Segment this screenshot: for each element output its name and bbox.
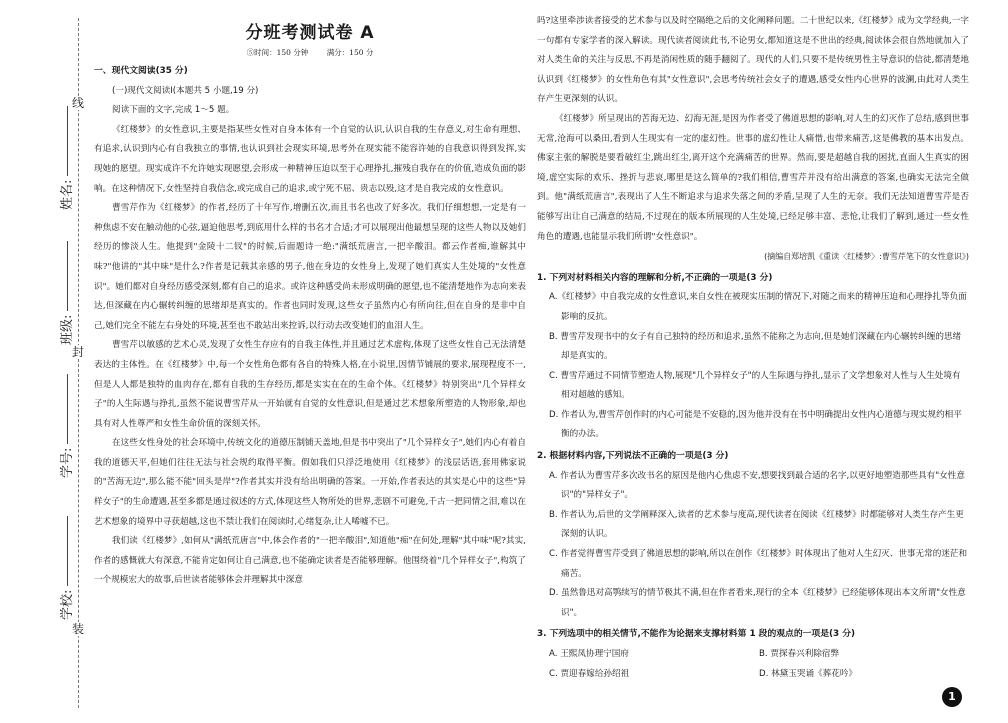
page-title: 分班考测试卷 A bbox=[245, 23, 375, 43]
binding-strip bbox=[0, 0, 92, 723]
question-1-option-d[interactable]: D. 作者认为,曹雪芹创作时的内心可能是不安稳的,因为他并没有在书中明确提出女性内心道德与现实规约相平衡的办法。 bbox=[549, 409, 962, 440]
instruction: 阅读下面的文字,完成 1～5 题。 bbox=[112, 105, 235, 116]
question-2-option-a[interactable]: A. 作者认为曹雪芹多次改书名的原因是他内心焦虑不安,想要找到最合适的名字,以更好地塑造那些具有"女性意识"的"异样女子"。 bbox=[549, 470, 965, 501]
question-3-option-d[interactable]: D. 林黛玉哭诵《葬花吟》 bbox=[759, 668, 858, 679]
passage-source: (摘编自郑培凯《重读〈红楼梦〉:曹雪芹笔下的女性意识》) bbox=[764, 252, 969, 262]
binding-dashed-line bbox=[78, 18, 79, 708]
section-heading: 一、现代文阅读(35 分) bbox=[94, 66, 188, 76]
question-3-option-b[interactable]: B. 贾探春兴利除宿弊 bbox=[759, 649, 840, 659]
question-1-option-b[interactable]: B. 曹雪芹发现书中的女子有自己独特的经历和追求,虽然不能称之为志向,但是她们深藏在内心辗转纠缠的思绪却是真实的。 bbox=[549, 331, 962, 362]
question-2-stem: 2. 根据材料内容,下列说法不正确的一项是(3 分) bbox=[537, 451, 729, 462]
passage-paragraph: 曹雪芹以敏感的艺术心灵,发现了女性生存应有的自我主体性,并且通过艺术虚构,体现了这些女性自己无法清楚表达的主体性。在《红楼梦》中,每一个女性角色都有各自的特殊人格,在小说里,因情节铺展的要求,展现程度不一,但是人人都是独特的血肉存在,都有自我的生存经历,都是实实在在的生命个体。《红楼梦》特别突出"几个异样女子"的人生际遇与挣扎,虽然不能说曹雪芹从一开始就有自觉的女性意识,但是通过艺术想象所塑造的人物形象,却也具有对人性尊严和女性生命价值的深刻关怀。 bbox=[94, 340, 526, 429]
left-column bbox=[94, 12, 526, 591]
question-3-option-a[interactable]: A. 王熙凤协理宁国府 bbox=[549, 649, 629, 659]
question-2-option-b[interactable]: B. 作者认为,后世的文学阐释深入,读者的艺术参与度高,现代读者在阅读《红楼梦》时都能够对人类生存产生更深刻的认识。 bbox=[549, 509, 964, 540]
class-label: 班级: bbox=[60, 314, 75, 345]
class-field[interactable] bbox=[56, 241, 75, 345]
question-3-options-row bbox=[549, 665, 969, 685]
subsection-heading: (一)现代文阅读Ⅰ(本题共 5 小题,19 分) bbox=[112, 85, 259, 96]
question-1-stem: 1. 下列对材料相关内容的理解和分析,不正确的一项是(3 分) bbox=[537, 272, 773, 283]
question-3-option-c[interactable]: C. 贾迎春嫁给孙绍祖 bbox=[549, 668, 630, 679]
passage-paragraph: 我们读《红楼梦》,如何从"满纸荒唐言"中,体会作者的"一把辛酸泪",知道他"痴"在何处,理解"其中味"呢?其实,作者的感慨就大有深意,不能肯定如何让自己满意,也不能确定读者是否能够理解。他围绕着"几个异样女子",构筑了一个规模宏大的故事,后世读者能够体会并理解其中深意 bbox=[94, 536, 526, 586]
binding-mark-bind: 装 bbox=[71, 622, 84, 636]
question-3-stem: 3. 下列选项中的相关情节,不能作为论据来支撑材料第 1 段的观点的一项是(3 分) bbox=[537, 629, 856, 640]
binding-mark-seal: 封 bbox=[71, 345, 84, 359]
student-id-field[interactable] bbox=[56, 374, 75, 478]
passage-paragraph: 《红楼梦》的女性意识,主要是指某些女性对自身本体有一个自觉的认识,认识自我的生存意义,对生命有理想、有追求,认识到内心有自我独立的事情,也认识到社会现实环境,思考外在现实能不能容许她的自我意识得到发挥,实现她的愿望。现实成许不允许她实现愿望,会形成一种精神压迫以至于心理挣扎,摧残自我存在的价值,造成负面的影响。在这种情况下,女性坚持自我信念,或完成自己的追求,或宁死不屈、贵志以殁,这才是自我完成的女性意识。 bbox=[94, 124, 526, 194]
student-id-label: 学号: bbox=[60, 447, 75, 478]
passage-paragraph: 《红楼梦》所呈现出的苦海无边、幻海无涯,是因为作者受了佛道思想的影响,对人生的幻灭作了总结,感到世事无常,沧海可以桑田,看到人生现实有一定的虚幻性。世事的虚幻性让人痛惜,也带来痛苦,这是佛教的基本出发点。佛家主张的解脱是要看破红尘,跳出红尘,离开这个充满痛苦的世界。然而,要是超越自我的困扰,直面人生真实的困境,虚空实际的欢乐、挫折与悲哀,哪里是这么简单的?我们相信,曹雪芹并没有给出满意的答案,也确实无法完全做到。他"满纸荒唐言",表现出了人生不断追求与追求失落之间的矛盾,呈现了人生的无奈。我们无法知道曹雪芹是否能够写出让自己满意的结局,不过现在的版本所展现的人生处境,已经足够丰富、悲怆,让我们了解到,通过一些女性角色的遭遇,也能显示我们所谓"女性意识"。 bbox=[537, 113, 969, 242]
exam-time: ⑤时间：150 分钟 bbox=[246, 48, 309, 57]
question-2-option-c[interactable]: C. 作者觉得曹雪芹受到了佛道思想的影响,所以在创作《红楼梦》时体现出了他对人生幻灭、世事无常的迷茫和痛苦。 bbox=[549, 549, 968, 579]
binding-mark-line: 线 bbox=[71, 96, 84, 110]
passage-paragraph: 在这些女性身处的社会环境中,传统文化的道德压制铺天盖地,但是书中突出了"几个异样女子",她们内心有着自我的道德天平,但她们往往无法与社会规约取得平衡。假如我们只浮泛地使用《红楼梦》的浅层话语,套用佛家说的"苦海无边",那么能不能"回头是岸"?作者其实并没有给出明确的答案。一开始,作者表达的其实是心中的这些"异样女子"的生命遭遇,甚至多都是通过叙述的方式,体现这些人物所处的世界,悲剧不可避免,千古一把同情之泪,难以在艺术想象的境界中寻获超越,这也不禁让我们在阅读时,心绪复杂,让人唏嘘不已。 bbox=[94, 438, 526, 527]
passage-paragraph: 吗?这里牵涉读者接受的艺术参与以及时空隔绝之后的文化阐释问题。二十世纪以来,《红楼梦》成为文学经典,一字一句都有专家学者的深入解读。现代读者阅读此书,不论男女,都知道这是不世出的经典,阅读体会很自然地就加入了对人类生命的关注与反思,不再是消闲性质的随手翻阅了。现代的人们,只要不是传统男性主导意识的信徒,都清楚地认识到《红楼梦》的女性角色有其"女性意识",会思考传统社会女子的遭遇,感受女性内心世界的波澜,由此对人类生存产生更深刻的认识。 bbox=[537, 16, 969, 105]
page-number-badge: 1 bbox=[942, 687, 962, 707]
question-1-option-a[interactable]: A.《红楼梦》中自我完成的女性意识,来自女性在被现实压制的情况下,对随之而来的精神压迫和心理挣扎等负面影响的反抗。 bbox=[549, 292, 967, 322]
question-2-option-d[interactable]: D. 虽然鲁迅对高鹗续写的情节极其不满,但在作者看来,现行的全本《红楼梦》已经能够体现出本文所谓"女性意识"。 bbox=[549, 588, 966, 618]
name-label: 姓名: bbox=[60, 179, 75, 210]
question-1-option-c[interactable]: C. 曹雪芹通过不同情节塑造人物,展现"几个异样女子"的人生际遇与挣扎,显示了文学想象对人性与人生处境有相对超越的感知。 bbox=[549, 370, 961, 401]
exam-meta bbox=[94, 46, 526, 60]
right-column bbox=[537, 12, 969, 684]
passage-paragraph: 曹雪芹作为《红楼梦》的作者,经历了十年写作,增删五次,而且书名也改了好多次。我们仔细想想,一定是有一种焦虑不安在触动他的心弦,逼迫他思考,到底用什么样的书名才合适;才可以展现出他最想呈现的这些人物以及她们经历的惨淡人生。他提到"金陵十二钗"的时候,后面题诗一绝:"满纸荒唐言,一把辛酸泪。都云作者痴,谁解其中味?"他讲的"其中味"是什么?作者是记载其亲感的男子,他在身边的女性身上,发现了她们真实人生处境的"女性意识"。她们都对自身经历感受深刻,都有自己的追求。或许这种感受尚未形成明确的愿望,也不能清楚地作为志向来表达,但深藏在内心辗转纠缠的思绪却是真实的。作者也同时发现,这些女子虽然内心有所向往,但在自身的是非中自己,她们完全不能左右身处的环境,甚至也不敢站出来控诉,以行动去改变她们的血泪人生。 bbox=[94, 203, 526, 331]
name-field[interactable] bbox=[56, 106, 75, 210]
exam-score: 满分：150 分 bbox=[326, 48, 374, 57]
question-3-options-row bbox=[549, 645, 969, 665]
school-field[interactable] bbox=[56, 516, 75, 620]
school-label: 学校: bbox=[60, 589, 75, 620]
